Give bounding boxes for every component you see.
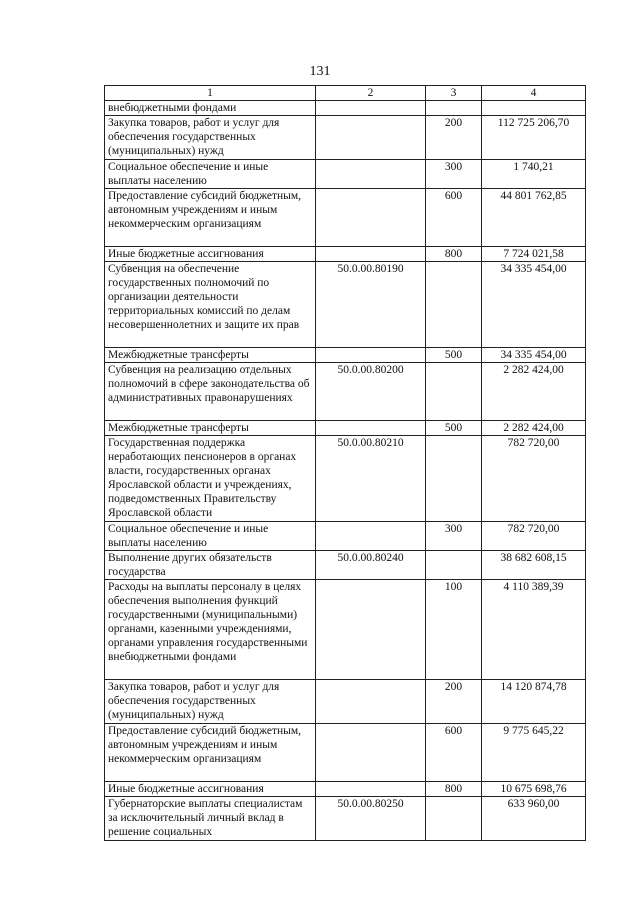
row-target-code: 50.0.00.80250 — [316, 797, 426, 841]
row-expense-type: 500 — [426, 421, 482, 436]
row-target-code — [316, 522, 426, 551]
row-amount: 14 120 874,78 — [482, 680, 586, 724]
row-expense-type: 300 — [426, 522, 482, 551]
row-target-code — [316, 101, 426, 116]
row-amount: 2 282 424,00 — [482, 363, 586, 421]
row-description: Губернаторские выплаты специалистам за исключительный личный вклад в решение социальных — [105, 797, 316, 841]
row-amount: 38 682 608,15 — [482, 551, 586, 580]
table-row — [105, 724, 586, 782]
row-amount: 34 335 454,00 — [482, 348, 586, 363]
row-description: Межбюджетные трансферты — [105, 421, 316, 436]
table-header — [105, 86, 586, 101]
row-expense-type: 600 — [426, 724, 482, 782]
table-row — [105, 580, 586, 680]
table-row — [105, 680, 586, 724]
row-expense-type — [426, 436, 482, 522]
row-target-code — [316, 116, 426, 160]
row-amount — [482, 101, 586, 116]
row-target-code: 50.0.00.80210 — [316, 436, 426, 522]
table-row — [105, 101, 586, 116]
row-amount: 44 801 762,85 — [482, 189, 586, 247]
table-body — [105, 101, 586, 841]
row-expense-type: 300 — [426, 160, 482, 189]
row-description: внебюджетными фондами — [105, 101, 316, 116]
row-description: Закупка товаров, работ и услуг для обеспечения государственных (муниципальных) нужд — [105, 680, 316, 724]
row-expense-type: 800 — [426, 247, 482, 262]
row-target-code — [316, 160, 426, 189]
row-amount: 633 960,00 — [482, 797, 586, 841]
header-col-2: 2 — [316, 86, 426, 101]
row-description: Иные бюджетные ассигнования — [105, 247, 316, 262]
row-expense-type — [426, 551, 482, 580]
row-target-code — [316, 782, 426, 797]
header-col-1: 1 — [105, 86, 316, 101]
row-expense-type: 500 — [426, 348, 482, 363]
row-amount: 782 720,00 — [482, 436, 586, 522]
budget-table — [104, 85, 586, 841]
header-row — [105, 86, 586, 101]
row-target-code: 50.0.00.80200 — [316, 363, 426, 421]
table-row — [105, 551, 586, 580]
row-target-code — [316, 724, 426, 782]
header-col-4: 4 — [482, 86, 586, 101]
row-description: Социальное обеспечение и иные выплаты населению — [105, 522, 316, 551]
row-amount: 34 335 454,00 — [482, 262, 586, 348]
row-expense-type — [426, 363, 482, 421]
row-expense-type: 200 — [426, 680, 482, 724]
table-row — [105, 160, 586, 189]
row-expense-type — [426, 101, 482, 116]
header-col-3: 3 — [426, 86, 482, 101]
row-target-code — [316, 680, 426, 724]
table-row — [105, 348, 586, 363]
row-description: Государственная поддержка неработающих пенсионеров в органах власти, государственных органах Ярославской области и учреждениях, подведомственных Правительству Ярославской области — [105, 436, 316, 522]
row-target-code — [316, 580, 426, 680]
row-expense-type: 800 — [426, 782, 482, 797]
row-description: Предоставление субсидий бюджетным, автономным учреждениям и иным некоммерческим организациям — [105, 724, 316, 782]
row-description: Межбюджетные трансферты — [105, 348, 316, 363]
row-expense-type — [426, 262, 482, 348]
row-target-code: 50.0.00.80240 — [316, 551, 426, 580]
row-amount: 9 775 645,22 — [482, 724, 586, 782]
row-amount: 1 740,21 — [482, 160, 586, 189]
row-amount: 782 720,00 — [482, 522, 586, 551]
row-expense-type: 200 — [426, 116, 482, 160]
table-row — [105, 421, 586, 436]
row-expense-type: 600 — [426, 189, 482, 247]
table-row — [105, 436, 586, 522]
row-description: Субвенция на обеспечение государственных полномочий по организации деятельности территориальных комиссий по делам несовершеннолетних и защите их прав — [105, 262, 316, 348]
row-expense-type: 100 — [426, 580, 482, 680]
row-target-code — [316, 189, 426, 247]
row-description: Предоставление субсидий бюджетным, автономным учреждениям и иным некоммерческим организациям — [105, 189, 316, 247]
row-description: Иные бюджетные ассигнования — [105, 782, 316, 797]
row-target-code — [316, 247, 426, 262]
row-description: Социальное обеспечение и иные выплаты населению — [105, 160, 316, 189]
table-row — [105, 262, 586, 348]
row-target-code — [316, 348, 426, 363]
table-row — [105, 797, 586, 841]
row-target-code — [316, 421, 426, 436]
row-target-code: 50.0.00.80190 — [316, 262, 426, 348]
table-row — [105, 247, 586, 262]
table-row — [105, 363, 586, 421]
table-row — [105, 116, 586, 160]
row-amount: 2 282 424,00 — [482, 421, 586, 436]
row-description: Выполнение других обязательств государства — [105, 551, 316, 580]
page-number: 131 — [309, 64, 331, 79]
row-description: Закупка товаров, работ и услуг для обеспечения государственных (муниципальных) нужд — [105, 116, 316, 160]
table-row — [105, 782, 586, 797]
table-row — [105, 522, 586, 551]
row-expense-type — [426, 797, 482, 841]
row-amount: 7 724 021,58 — [482, 247, 586, 262]
row-description: Субвенция на реализацию отдельных полномочий в сфере законодательства об административных правонарушениях — [105, 363, 316, 421]
row-description: Расходы на выплаты персоналу в целях обеспечения выполнения функций государственными (муниципальными) органами, казенными учреждениями, органами управления государственными внебюджетными фондами — [105, 580, 316, 680]
row-amount: 4 110 389,39 — [482, 580, 586, 680]
table-row — [105, 189, 586, 247]
row-amount: 112 725 206,70 — [482, 116, 586, 160]
row-amount: 10 675 698,76 — [482, 782, 586, 797]
